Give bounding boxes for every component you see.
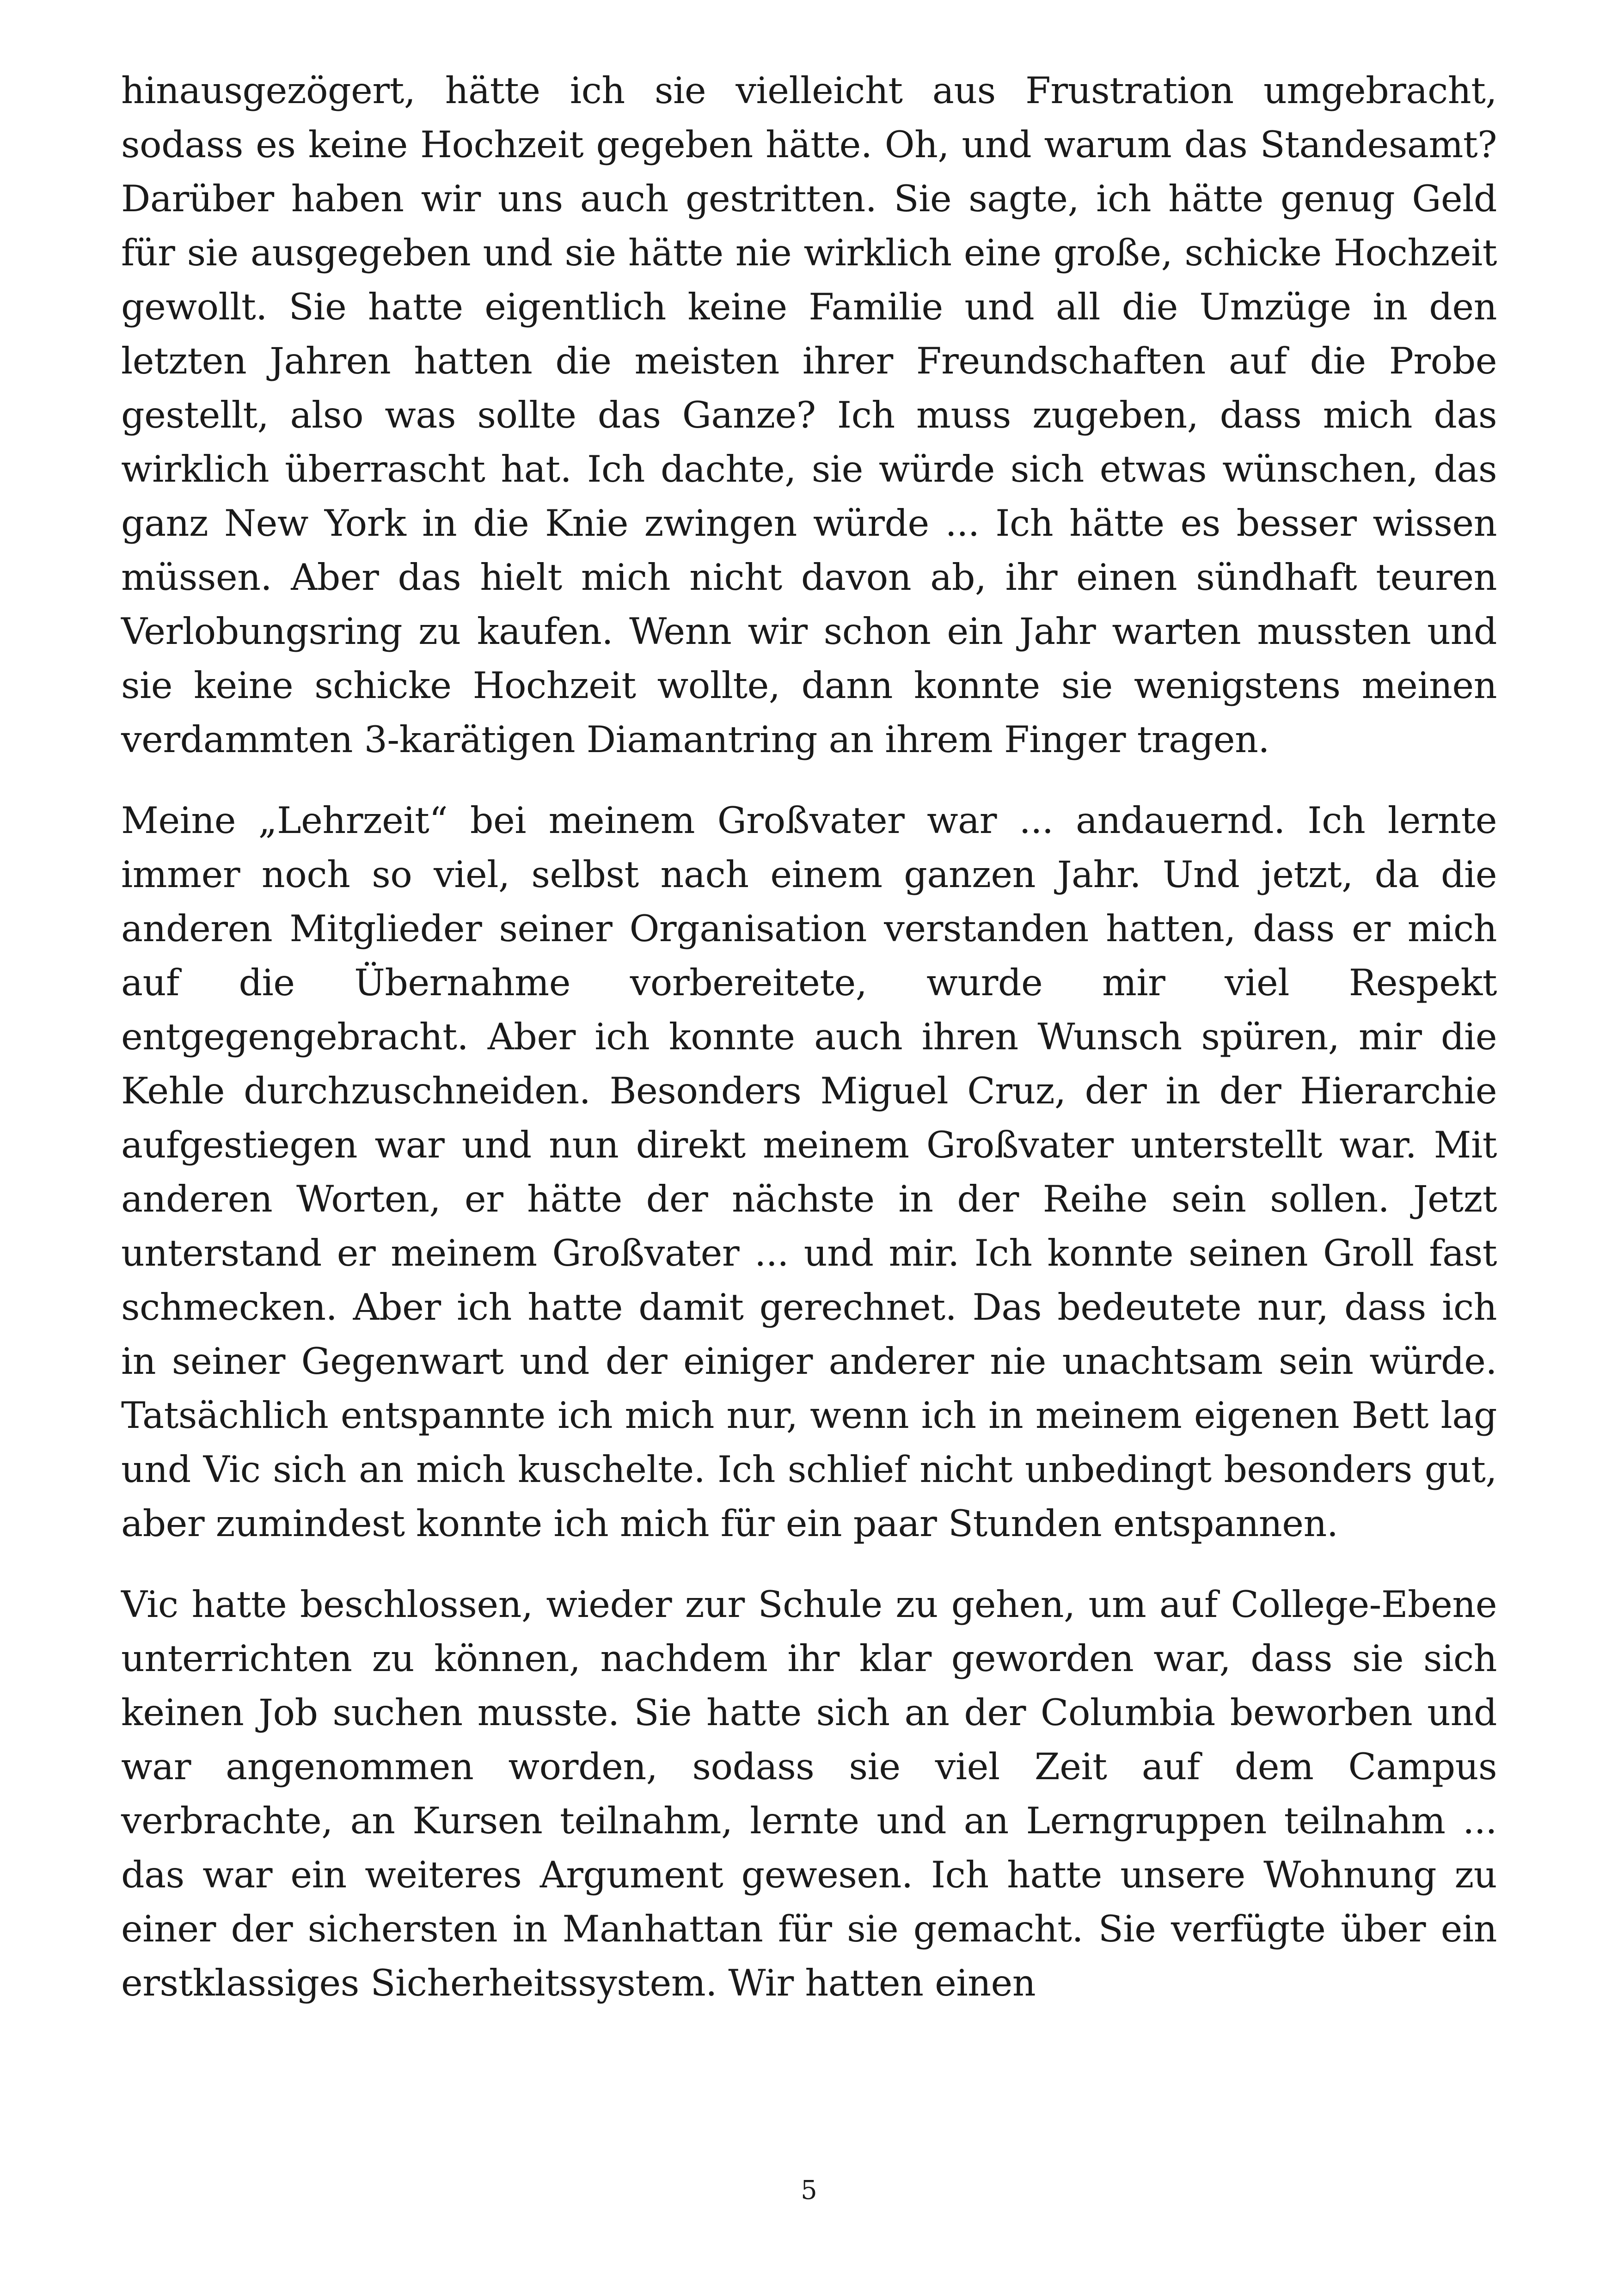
paragraph-3: Vic hatte beschlossen, wieder zur Schule zu gehen, um auf College-Ebene unterrichten zu können, nachdem ihr klar geworden war, dass sie sich keinen Job suchen musste. Sie hatte sich an der Columbia beworben und war angenommen worden, sodass sie viel Zeit auf dem Campus verbrachte, an Kursen teilnahm, lernte und an Lerngruppen teilnahm ... das war ein weiteres Argument gewesen. Ich hatte unsere Wohnung zu einer der sichersten in Manhattan für sie gemacht. Sie verfügte über ein erstklassiges Sicherheitssystem. Wir hatten einen: [121, 1583, 1497, 2004]
paragraph-1: hinausgezögert, hätte ich sie vielleicht aus Frustration umgebracht, sodass es keine Hochzeit gegeben hätte. Oh, und warum das Standesamt? Darüber haben wir uns auch gestritten. Sie sagte, ich hätte genug Geld für sie ausgegeben und sie hätte nie wirklich eine große, schicke Hochzeit gewollt. Sie hatte eigentlich keine Familie und all die Umzüge in den letzten Jahren hatten die meisten ihrer Freundschaften auf die Probe gestellt, also was sollte das Ganze? Ich muss zugeben, dass mich das wirklich überrascht hat. Ich dachte, sie würde sich etwas wünschen, das ganz New York in die Knie zwingen würde ... Ich hätte es besser wissen müssen. Aber das hielt mich nicht davon ab, ihr einen sündhaft teuren Verlobungsring zu kaufen. Wenn wir schon ein Jahr warten mussten und sie keine schicke Hochzeit wollte, dann konnte sie wenigstens meinen verdammten 3-karätigen Diamantring an ihrem Finger tragen.: [121, 69, 1497, 761]
page-number: 5: [801, 2175, 817, 2205]
paragraph-2: Meine „Lehrzeit“ bei meinem Großvater war ... andauernd. Ich lernte immer noch so viel, selbst nach einem ganzen Jahr. Und jetzt, da die anderen Mitglieder seiner Organisation verstanden hatten, dass er mich auf die Übernahme vorbereitete, wurde mir viel Respekt entgegengebracht. Aber ich konnte auch ihren Wunsch spüren, mir die Kehle durchzuschneiden. Besonders Miguel Cruz, der in der Hierarchie aufgestiegen war und nun direkt meinem Großvater unterstellt war. Mit anderen Worten, er hätte der nächste in der Reihe sein sollen. Jetzt unterstand er meinem Großvater ... und mir. Ich konnte seinen Groll fast schmecken. Aber ich hatte damit gerechnet. Das bedeutete nur, dass ich in seiner Gegenwart und der einiger anderer nie unachtsam sein würde. Tatsächlich entspannte ich mich nur, wenn ich in meinem eigenen Bett lag und Vic sich an mich kuschelte. Ich schlief nicht unbedingt besonders gut, aber zumindest konnte ich mich für ein paar Stunden entspannen.: [121, 799, 1497, 1545]
body-text: [121, 64, 1497, 2037]
